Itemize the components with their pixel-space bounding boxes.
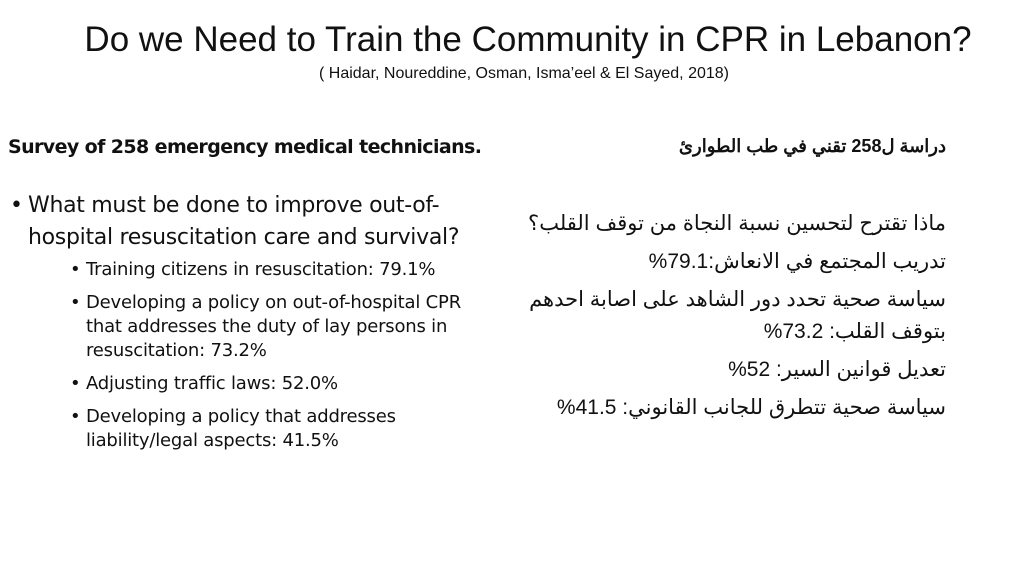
bullet-icon: • [70,259,81,280]
bullet-icon: • [10,193,23,218]
english-answer-item [54,372,498,396]
bullet-icon: • [70,406,81,427]
english-question: What must be done to improve out-of-hospital resuscitation care and survival? [28,193,460,250]
english-answer-text: Adjusting traffic laws: 52.0% [86,373,338,394]
arabic-answer: سياسة صحية تحدد دور الشاهد على اصابة احدهم بتوقف القلب: 73.2% [529,288,946,343]
english-answer-text: Developing a policy on out-of-hospital CPR that addresses the duty of lay persons in resuscitation: 73.2% [86,292,461,361]
english-heading: Survey of 258 emergency medical technicians. [8,136,482,158]
english-answer-item [54,258,498,282]
slide-title: Do we Need to Train the Community in CPR in Lebanon? [84,20,972,59]
english-answer-text: Training citizens in resuscitation: 79.1% [86,259,436,280]
arabic-heading: دراسة ل258 تقني في طب الطوارئ [678,136,946,156]
citation: ( Haidar, Noureddine, Osman, Isma’eel & El Sayed, 2018) [319,65,729,82]
arabic-list [506,208,946,430]
english-bullet-list [8,190,498,462]
bullet-icon: • [70,373,81,394]
arabic-answer: تعديل قوانين السير: 52% [728,358,946,381]
english-answer-text: Developing a policy that addresses liability/legal aspects: 41.5% [86,406,396,451]
english-answer-item [54,291,498,363]
arabic-answer: تدريب المجتمع في الانعاش:79.1% [648,250,946,273]
arabic-answer: سياسة صحية تتطرق للجانب القانوني: 41.5% [556,396,946,419]
english-answer-list [28,258,498,453]
english-answer-item [54,405,498,453]
bullet-icon: • [70,292,81,313]
english-question-item [8,190,498,453]
arabic-question: ماذا تقترح لتحسين نسبة النجاة من توقف القلب؟ [528,212,946,235]
